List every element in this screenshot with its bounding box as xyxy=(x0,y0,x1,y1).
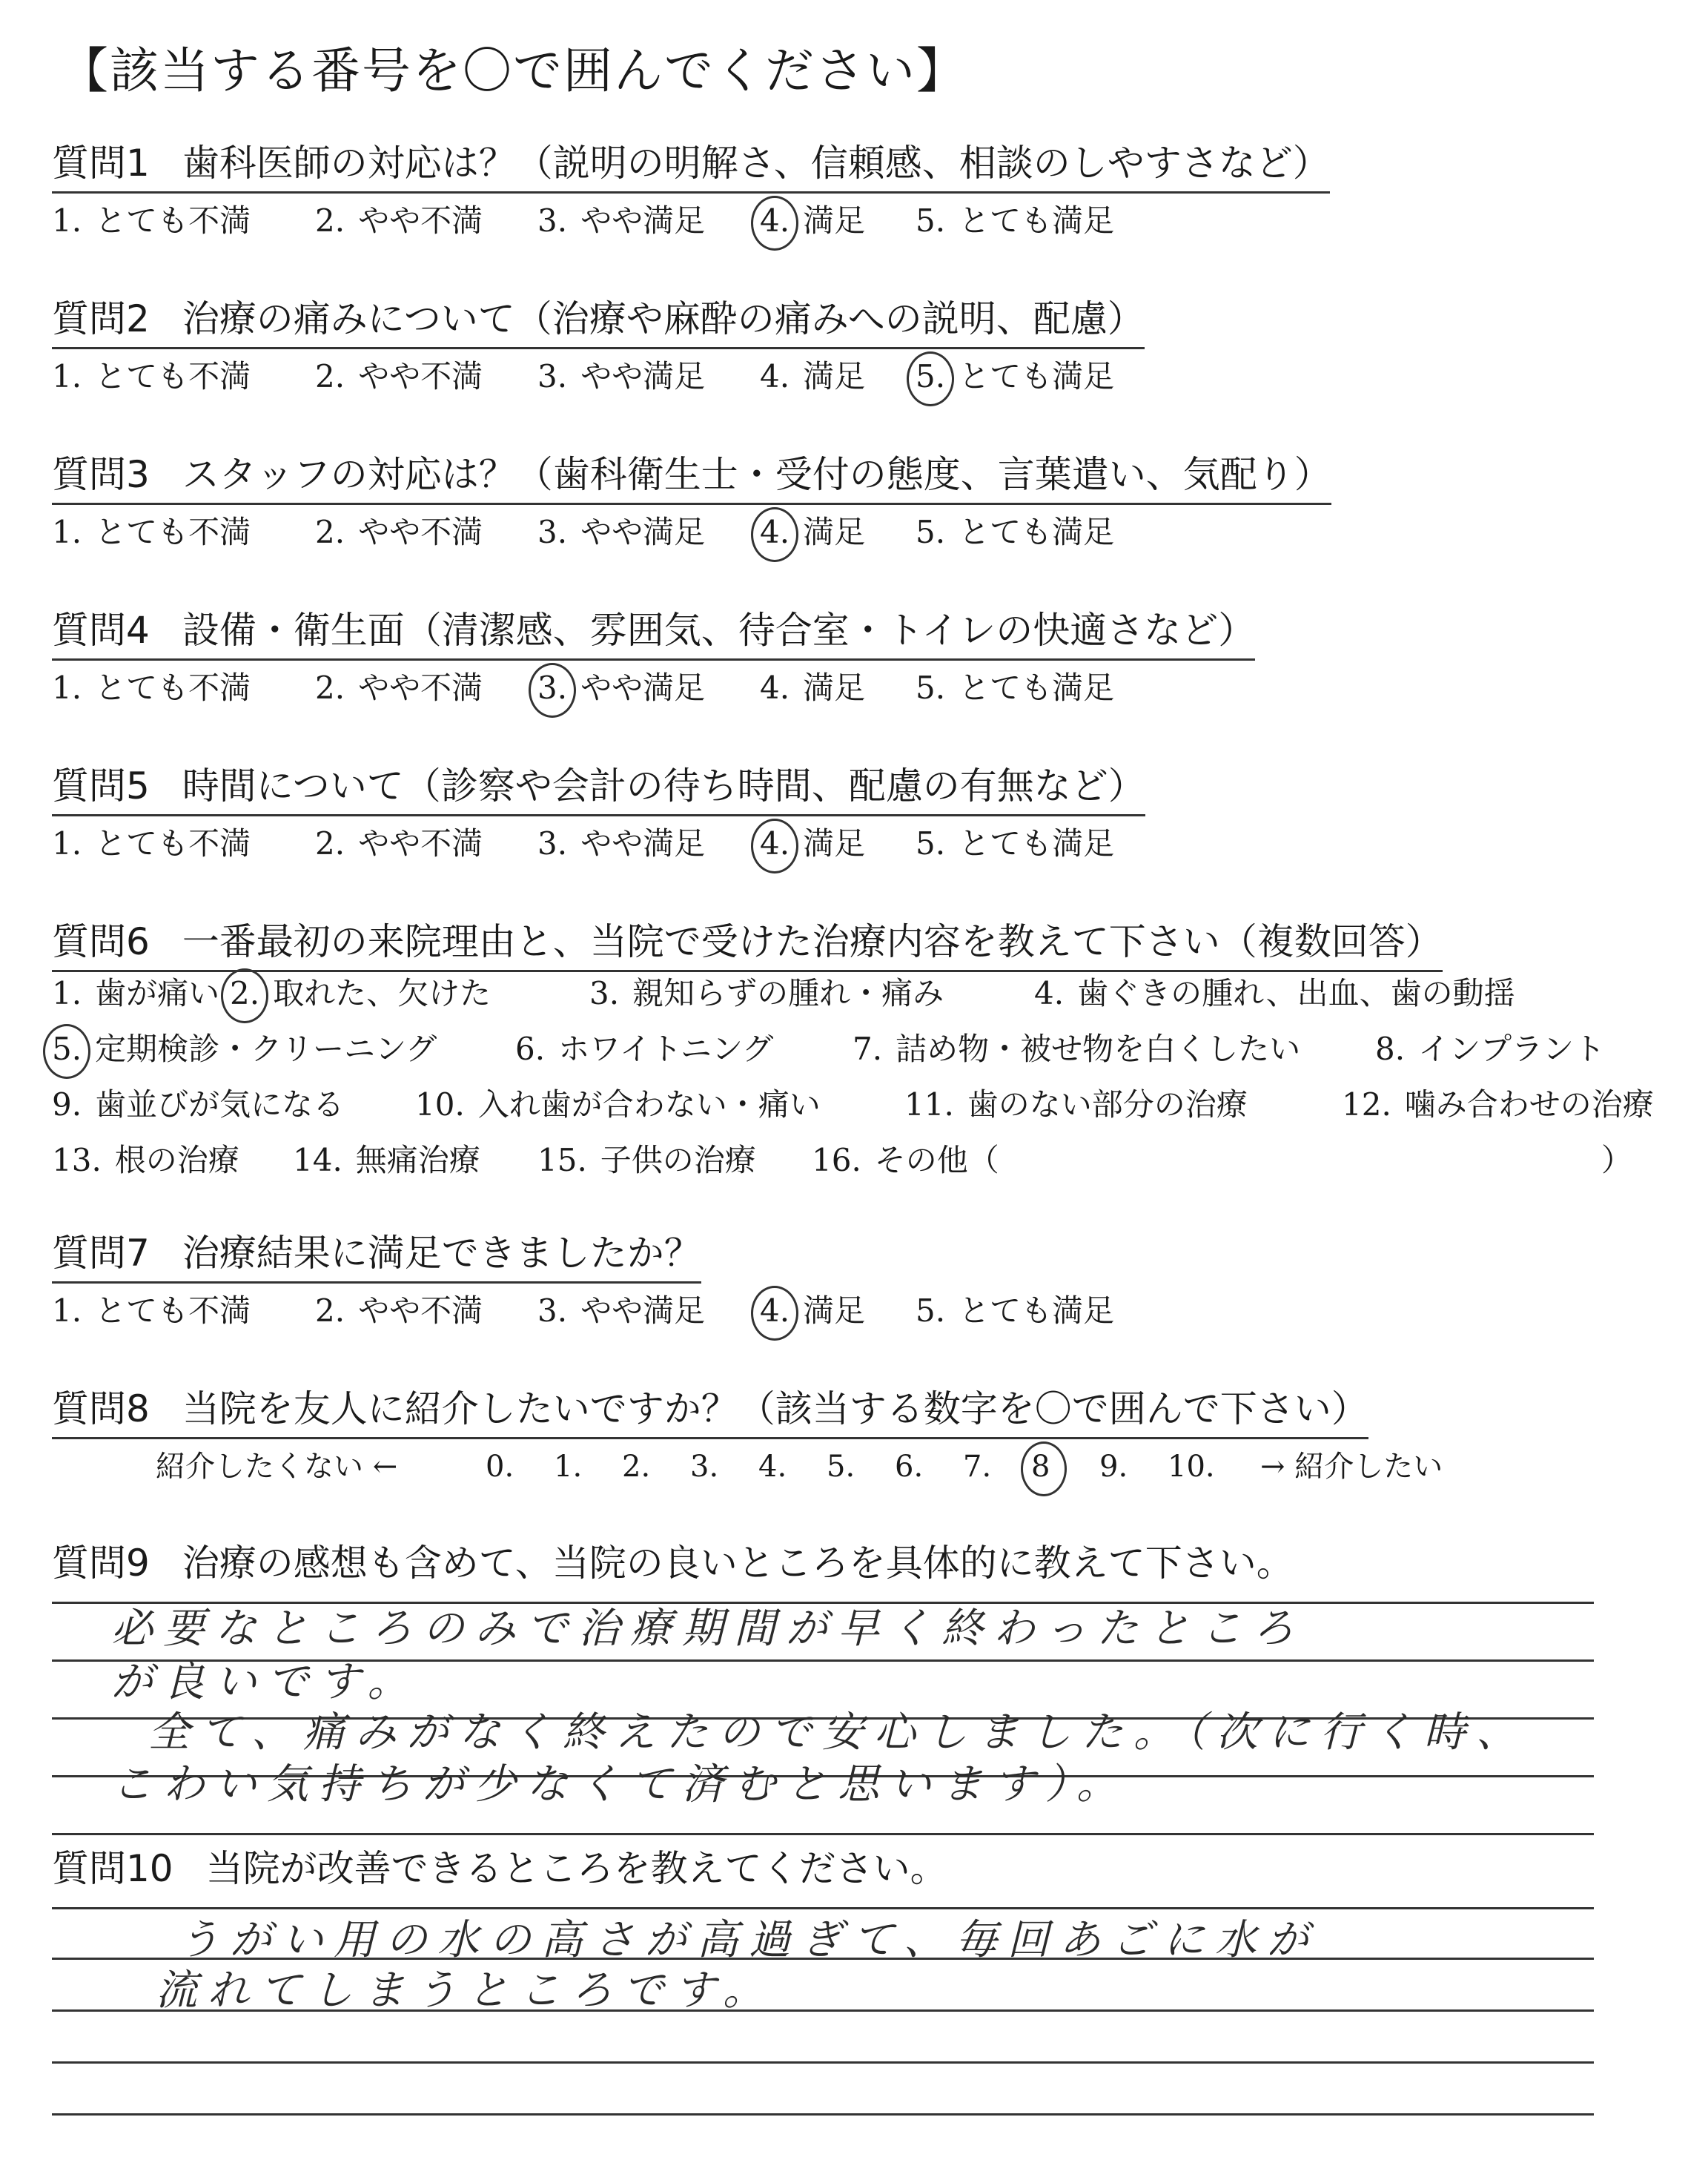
option-label: 根の治療 xyxy=(114,1142,239,1178)
rating-option[interactable] xyxy=(52,199,251,243)
question-label: 質問10 xyxy=(52,1847,173,1890)
scale-number: 4. xyxy=(758,1450,787,1484)
rating-option[interactable] xyxy=(916,822,1114,866)
option-label: やや不満 xyxy=(358,670,483,706)
question-label: 質問2 xyxy=(52,297,150,340)
option-label: とても満足 xyxy=(959,202,1115,239)
treatment-option[interactable] xyxy=(293,1138,480,1183)
rating-option[interactable] xyxy=(52,822,251,866)
option-number: 5. xyxy=(916,514,946,550)
answer-line xyxy=(52,1833,1594,1835)
option-label: 歯が痛い xyxy=(95,975,220,1011)
scale-number: 0. xyxy=(486,1450,514,1484)
option-label: 子供の治療 xyxy=(600,1142,756,1178)
option-label: 満足 xyxy=(803,202,866,239)
question-text: 時間について（診察や会計の待ち時間、配慮の有無など） xyxy=(182,764,1145,807)
question-heading xyxy=(52,919,1443,972)
option-number: 2. xyxy=(315,202,345,239)
option-number: 4. xyxy=(760,199,790,243)
question-heading xyxy=(52,608,1255,661)
option-label: ホワイトニング xyxy=(558,1031,774,1067)
option-number: 7. xyxy=(853,1031,883,1067)
option-number: 2. xyxy=(315,358,345,394)
option-label: 満足 xyxy=(803,670,866,706)
option-label: 親知らずの腫れ・痛み xyxy=(632,975,944,1011)
option-label: やや満足 xyxy=(580,670,706,706)
question-text: 治療の痛みについて（治療や麻酔の痛みへの説明、配慮） xyxy=(182,297,1145,340)
question-text: 治療の感想も含めて、当院の良いところを具体的に教えて下さい。 xyxy=(182,1542,1294,1585)
option-number: 3. xyxy=(537,825,568,862)
question-heading xyxy=(52,1387,1368,1439)
rating-option[interactable] xyxy=(315,1289,483,1333)
scale-number: 10. xyxy=(1168,1450,1215,1484)
question-heading xyxy=(52,297,1145,349)
rating-option[interactable] xyxy=(315,199,483,243)
rating-option[interactable] xyxy=(760,666,865,710)
option-number: 2. xyxy=(230,971,259,1016)
option-number: 4. xyxy=(760,510,790,555)
option-number: 2. xyxy=(315,670,345,706)
treatment-option[interactable] xyxy=(1342,1083,1654,1127)
option-label: やや満足 xyxy=(580,514,706,550)
question-heading xyxy=(52,764,1145,816)
handwritten-answer: が良いです。 xyxy=(111,1658,420,1706)
question-text: 一番最初の来院理由と、当院で受けた治療内容を教えて下さい（複数回答） xyxy=(182,920,1443,963)
answer-line xyxy=(52,2113,1594,2116)
treatment-option[interactable] xyxy=(52,1027,437,1071)
rating-option[interactable] xyxy=(315,822,483,866)
option-number: 4. xyxy=(1034,975,1065,1011)
option-number: 1. xyxy=(52,202,82,239)
option-number: 3. xyxy=(537,202,568,239)
question-text: 治療結果に満足できましたか？ xyxy=(182,1232,701,1275)
rating-option[interactable] xyxy=(52,354,251,399)
question-heading xyxy=(52,1231,701,1284)
treatment-option[interactable] xyxy=(1034,971,1515,1016)
scale-number: 3. xyxy=(690,1450,719,1484)
question-text: スタッフの対応は？（歯科衛生士・受付の態度、言葉遣い、気配り） xyxy=(182,453,1331,496)
treatment-option[interactable] xyxy=(1375,1027,1605,1071)
option-number: 5. xyxy=(916,825,946,862)
option-label: とても不満 xyxy=(95,514,251,550)
rating-option[interactable] xyxy=(760,1289,865,1333)
question-text: 歯科医師の対応は？（説明の明解さ、信頼感、相談のしやすさなど） xyxy=(182,142,1330,185)
treatment-option[interactable] xyxy=(52,1138,239,1183)
treatment-option[interactable] xyxy=(537,1138,756,1183)
option-label: とても不満 xyxy=(95,358,251,394)
handwritten-answer: 流れてしまうところです。 xyxy=(156,1966,775,2015)
option-number: 4. xyxy=(760,1289,790,1333)
option-label: やや満足 xyxy=(580,358,706,394)
handwritten-answer: 全て、痛みがなく終えたので安心しました。（次に行く時、 xyxy=(148,1708,1528,1757)
rating-option[interactable] xyxy=(537,666,705,710)
answer-line xyxy=(52,2061,1594,2064)
rating-option[interactable] xyxy=(916,199,1114,243)
treatment-option[interactable] xyxy=(904,1083,1248,1127)
question-label: 質問1 xyxy=(52,142,150,185)
option-number: 1. xyxy=(52,825,82,862)
handwritten-answer: こわい気持ちが少なくて済むと思います）。 xyxy=(111,1760,1128,1809)
option-label: やや不満 xyxy=(358,514,483,550)
rating-option[interactable] xyxy=(916,1289,1114,1333)
rating-option[interactable] xyxy=(537,822,705,866)
treatment-option[interactable] xyxy=(415,1083,821,1127)
option-label: 満足 xyxy=(803,1292,866,1329)
option-number: 3. xyxy=(537,1292,568,1329)
option-number: 5. xyxy=(916,354,945,399)
treatment-option[interactable] xyxy=(230,971,491,1016)
scale-right-label: → 紹介したい xyxy=(1260,1450,1443,1484)
option-number: 2. xyxy=(315,1292,345,1329)
option-number: 4. xyxy=(760,670,790,706)
question-heading xyxy=(52,1541,1294,1591)
rating-option[interactable] xyxy=(315,666,483,710)
option-label: 満足 xyxy=(803,825,866,862)
option-number: 9. xyxy=(52,1086,82,1123)
option-number: 5. xyxy=(916,670,946,706)
option-label: インプラント xyxy=(1418,1031,1606,1067)
option-label: とても不満 xyxy=(95,1292,251,1329)
option-label: やや不満 xyxy=(358,825,483,862)
handwritten-answer: うがい用の水の高さが高過ぎて、毎回あごに水が xyxy=(178,1916,1319,1964)
option-label: とても不満 xyxy=(95,825,251,862)
option-number: 3. xyxy=(537,666,567,710)
question-text: 当院を友人に紹介したいですか？（該当する数字を〇で囲んで下さい） xyxy=(182,1387,1368,1430)
question-heading xyxy=(52,452,1331,505)
option-label: とても不満 xyxy=(95,202,251,239)
treatment-option[interactable] xyxy=(52,971,219,1016)
option-number: 4. xyxy=(760,822,790,866)
option-number: 5. xyxy=(52,1027,82,1071)
option-number: 14. xyxy=(293,1142,342,1178)
option-number: 16. xyxy=(812,1142,861,1178)
rating-option[interactable] xyxy=(537,354,705,399)
option-number: 1. xyxy=(52,514,82,550)
option-number: 8. xyxy=(1375,1031,1406,1067)
option-label: 歯のない部分の治療 xyxy=(967,1086,1248,1123)
option-number: 1. xyxy=(52,975,82,1011)
option-label: 歯並びが気になる xyxy=(95,1086,345,1123)
option-label: 無痛治療 xyxy=(355,1142,480,1178)
option-label: その他（ xyxy=(874,1142,999,1178)
option-number: 3. xyxy=(537,358,568,394)
option-label: やや不満 xyxy=(358,202,483,239)
option-label: とても満足 xyxy=(959,670,1115,706)
rating-option[interactable] xyxy=(537,510,705,555)
option-label: 入れ歯が合わない・痛い xyxy=(477,1086,821,1123)
scale-number: 6. xyxy=(895,1450,924,1484)
option-label: とても満足 xyxy=(959,514,1115,550)
option-number: 5. xyxy=(916,1292,946,1329)
rating-option[interactable] xyxy=(537,1289,705,1333)
option-label: とても不満 xyxy=(95,670,251,706)
option-number: 5. xyxy=(916,202,946,239)
rating-option[interactable] xyxy=(537,199,705,243)
question-text: 設備・衛生面（清潔感、雰囲気、待合室・トイレの快適さなど） xyxy=(182,609,1256,652)
scale-number: 8 xyxy=(1031,1444,1050,1489)
scale-number: 2. xyxy=(622,1450,651,1484)
page-title: 【該当する番号を〇で囲んでください】 xyxy=(59,42,967,99)
question-label: 質問5 xyxy=(52,764,150,807)
option-label: 満足 xyxy=(803,514,866,550)
rating-option[interactable] xyxy=(916,510,1114,555)
option-label: 取れた、欠けた xyxy=(273,975,491,1011)
option-number: 3. xyxy=(537,514,568,550)
option-number: 15. xyxy=(537,1142,587,1178)
option-number: 2. xyxy=(315,514,345,550)
option-label: 噛み合わせの治療 xyxy=(1404,1086,1654,1123)
treatment-option[interactable] xyxy=(812,1138,999,1183)
option-number: 3. xyxy=(589,975,620,1011)
rating-option[interactable] xyxy=(315,510,483,555)
question-label: 質問8 xyxy=(52,1387,150,1430)
option-label: 定期検診・クリーニング xyxy=(95,1031,437,1067)
option-label: 歯ぐきの腫れ、出血、歯の動揺 xyxy=(1077,975,1515,1011)
option-number: 1. xyxy=(52,1292,82,1329)
treatment-option[interactable] xyxy=(853,1027,1300,1071)
option-label: やや不満 xyxy=(358,1292,483,1329)
option-number: 6. xyxy=(515,1031,546,1067)
rating-option[interactable] xyxy=(916,666,1114,710)
option-label: 詰め物・被せ物を白くしたい xyxy=(896,1031,1301,1067)
option-number: 12. xyxy=(1342,1086,1391,1123)
treatment-option[interactable] xyxy=(52,1083,344,1127)
scale-number: 5. xyxy=(827,1450,855,1484)
question-label: 質問3 xyxy=(52,453,150,496)
question-label: 質問4 xyxy=(52,609,150,652)
question-label: 質問7 xyxy=(52,1232,150,1275)
rating-option[interactable] xyxy=(760,510,865,555)
other-close-paren: ） xyxy=(1601,1142,1633,1178)
treatment-option[interactable] xyxy=(515,1027,773,1071)
question-heading xyxy=(52,141,1330,194)
question-text: 当院が改善できるところを教えてください。 xyxy=(205,1847,947,1890)
option-label: やや満足 xyxy=(580,825,706,862)
option-label: とても満足 xyxy=(959,1292,1115,1329)
option-number: 2. xyxy=(315,825,345,862)
option-number: 11. xyxy=(904,1086,954,1123)
option-number: 4. xyxy=(760,358,790,394)
option-number: 10. xyxy=(415,1086,465,1123)
option-number: 13. xyxy=(52,1142,102,1178)
option-label: やや満足 xyxy=(580,1292,706,1329)
option-number: 1. xyxy=(52,670,82,706)
rating-option[interactable] xyxy=(52,510,251,555)
rating-option[interactable] xyxy=(315,354,483,399)
rating-option[interactable] xyxy=(52,666,251,710)
option-label: やや不満 xyxy=(358,358,483,394)
option-label: やや満足 xyxy=(580,202,706,239)
scale-number: 1. xyxy=(554,1450,583,1484)
scale-number: 7. xyxy=(963,1450,992,1484)
rating-option[interactable] xyxy=(760,822,865,866)
scale-number: 9. xyxy=(1099,1450,1128,1484)
rating-option[interactable] xyxy=(916,354,1114,399)
question-heading xyxy=(52,1846,947,1897)
question-label: 質問6 xyxy=(52,920,150,963)
rating-option[interactable] xyxy=(760,354,865,399)
option-label: とても満足 xyxy=(959,358,1115,394)
treatment-option[interactable] xyxy=(589,971,944,1016)
option-number: 1. xyxy=(52,358,82,394)
rating-option[interactable] xyxy=(760,199,865,243)
handwritten-answer: 必要なところのみで治療期間が早く終わったところ xyxy=(111,1605,1305,1653)
option-label: 満足 xyxy=(803,358,866,394)
scale-left-label: 紹介したくない ← xyxy=(156,1450,398,1484)
question-label: 質問9 xyxy=(52,1542,150,1585)
rating-option[interactable] xyxy=(52,1289,251,1333)
option-label: とても満足 xyxy=(959,825,1115,862)
